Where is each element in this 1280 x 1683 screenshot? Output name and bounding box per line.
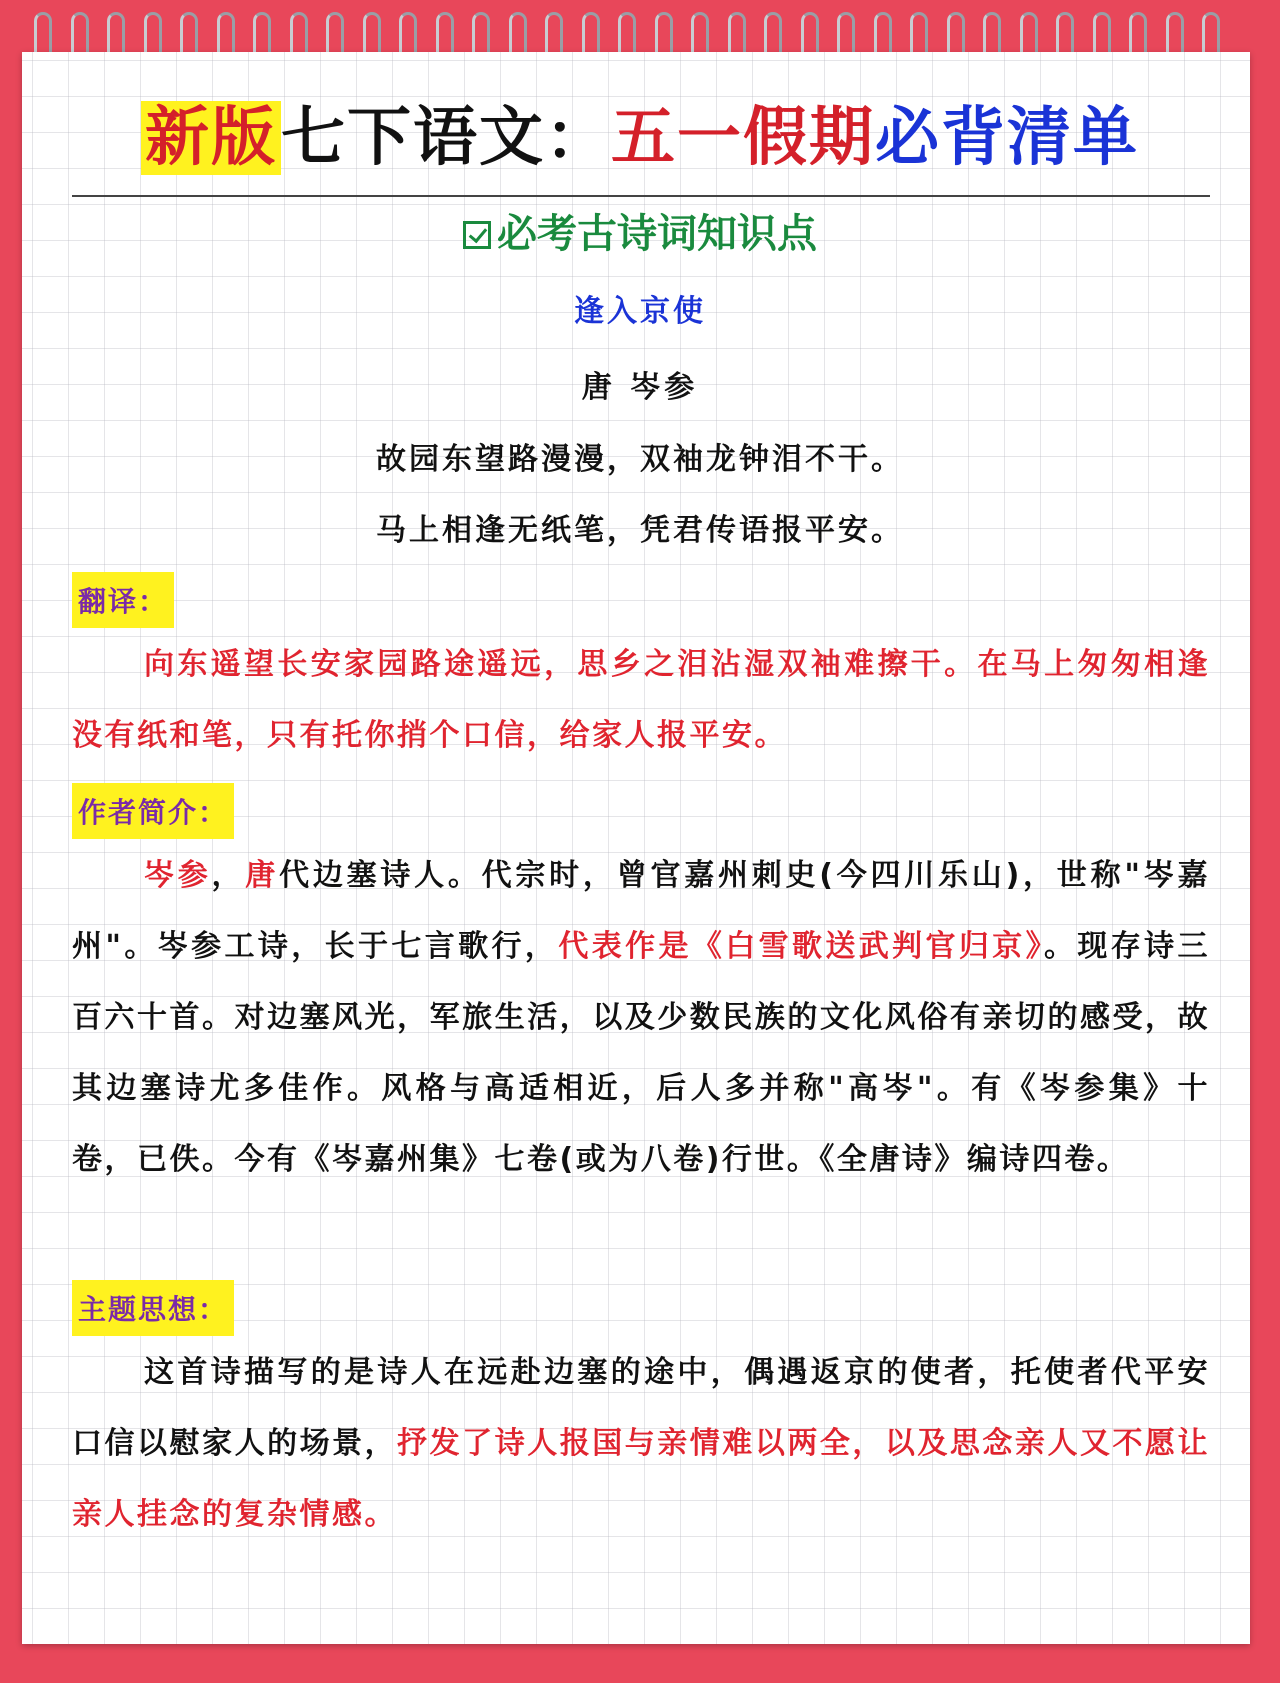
title-divider xyxy=(72,195,1210,197)
section-subtitle xyxy=(0,206,1280,262)
translation-label: 翻译： xyxy=(72,572,174,628)
author-intro-seg: ， xyxy=(211,858,246,893)
page-title xyxy=(0,92,1280,184)
title-segment-2: 七下语文： xyxy=(281,101,611,175)
author-intro-label: 作者简介： xyxy=(72,783,234,839)
theme-seg: 这首诗描写的是诗人在远赴边塞的途中，偶遇返京的使者，托使者代平安口信以慰家人的场景， xyxy=(72,1355,1210,1461)
theme-label: 主题思想： xyxy=(72,1280,234,1336)
title-highlight: 新版 xyxy=(141,101,281,175)
theme-text xyxy=(72,1337,1210,1550)
section-subtitle-text: 必考古诗词知识点 xyxy=(497,211,817,257)
poem-author: 唐 岑参 xyxy=(581,370,699,405)
theme-highlight: 抒发了诗人报国与亲情难以两全，以及思念亲人又不愿让亲人挂念的复杂情感。 xyxy=(72,1426,1211,1532)
checkbox-icon xyxy=(463,221,491,249)
representative-work: 代表作是《白雪歌送武判官归京》 xyxy=(558,929,1044,964)
translation-text: 向东遥望长安家园路途遥远，思乡之泪沾湿双袖难擦干。在马上匆匆相逢没有纸和笔，只有托你捎个口信，给家人报平安。 xyxy=(72,647,1210,753)
author-name: 岑参 xyxy=(144,858,212,893)
title-segment-4: 必背清单 xyxy=(875,101,1139,175)
poem-title: 逢入京使 xyxy=(574,294,706,329)
author-intro-text xyxy=(72,840,1210,1195)
author-intro-seg: 代边塞诗人。代宗时，曾官嘉州刺史(今四川乐山)，世称"岑嘉州"。岑参工诗，长于七言歌行， xyxy=(72,858,1210,964)
poem-line-1: 故园东望路漫漫，双袖龙钟泪不干。 xyxy=(376,442,904,477)
author-intro-seg: 。现存诗三百六十首。对边塞风光，军旅生活，以及少数民族的文化风俗有亲切的感受，故其边塞诗尤多佳作。风格与高适相近，后人多并称"高岑"。有《岑参集》十卷，已佚。今有《岑嘉州集》七卷(或为八卷)行世。《全唐诗》编诗四卷。 xyxy=(72,929,1211,1177)
title-segment-3: 五一假期 xyxy=(611,101,875,175)
poem-line-2: 马上相逢无纸笔，凭君传语报平安。 xyxy=(376,513,904,548)
dynasty: 唐 xyxy=(245,858,280,893)
